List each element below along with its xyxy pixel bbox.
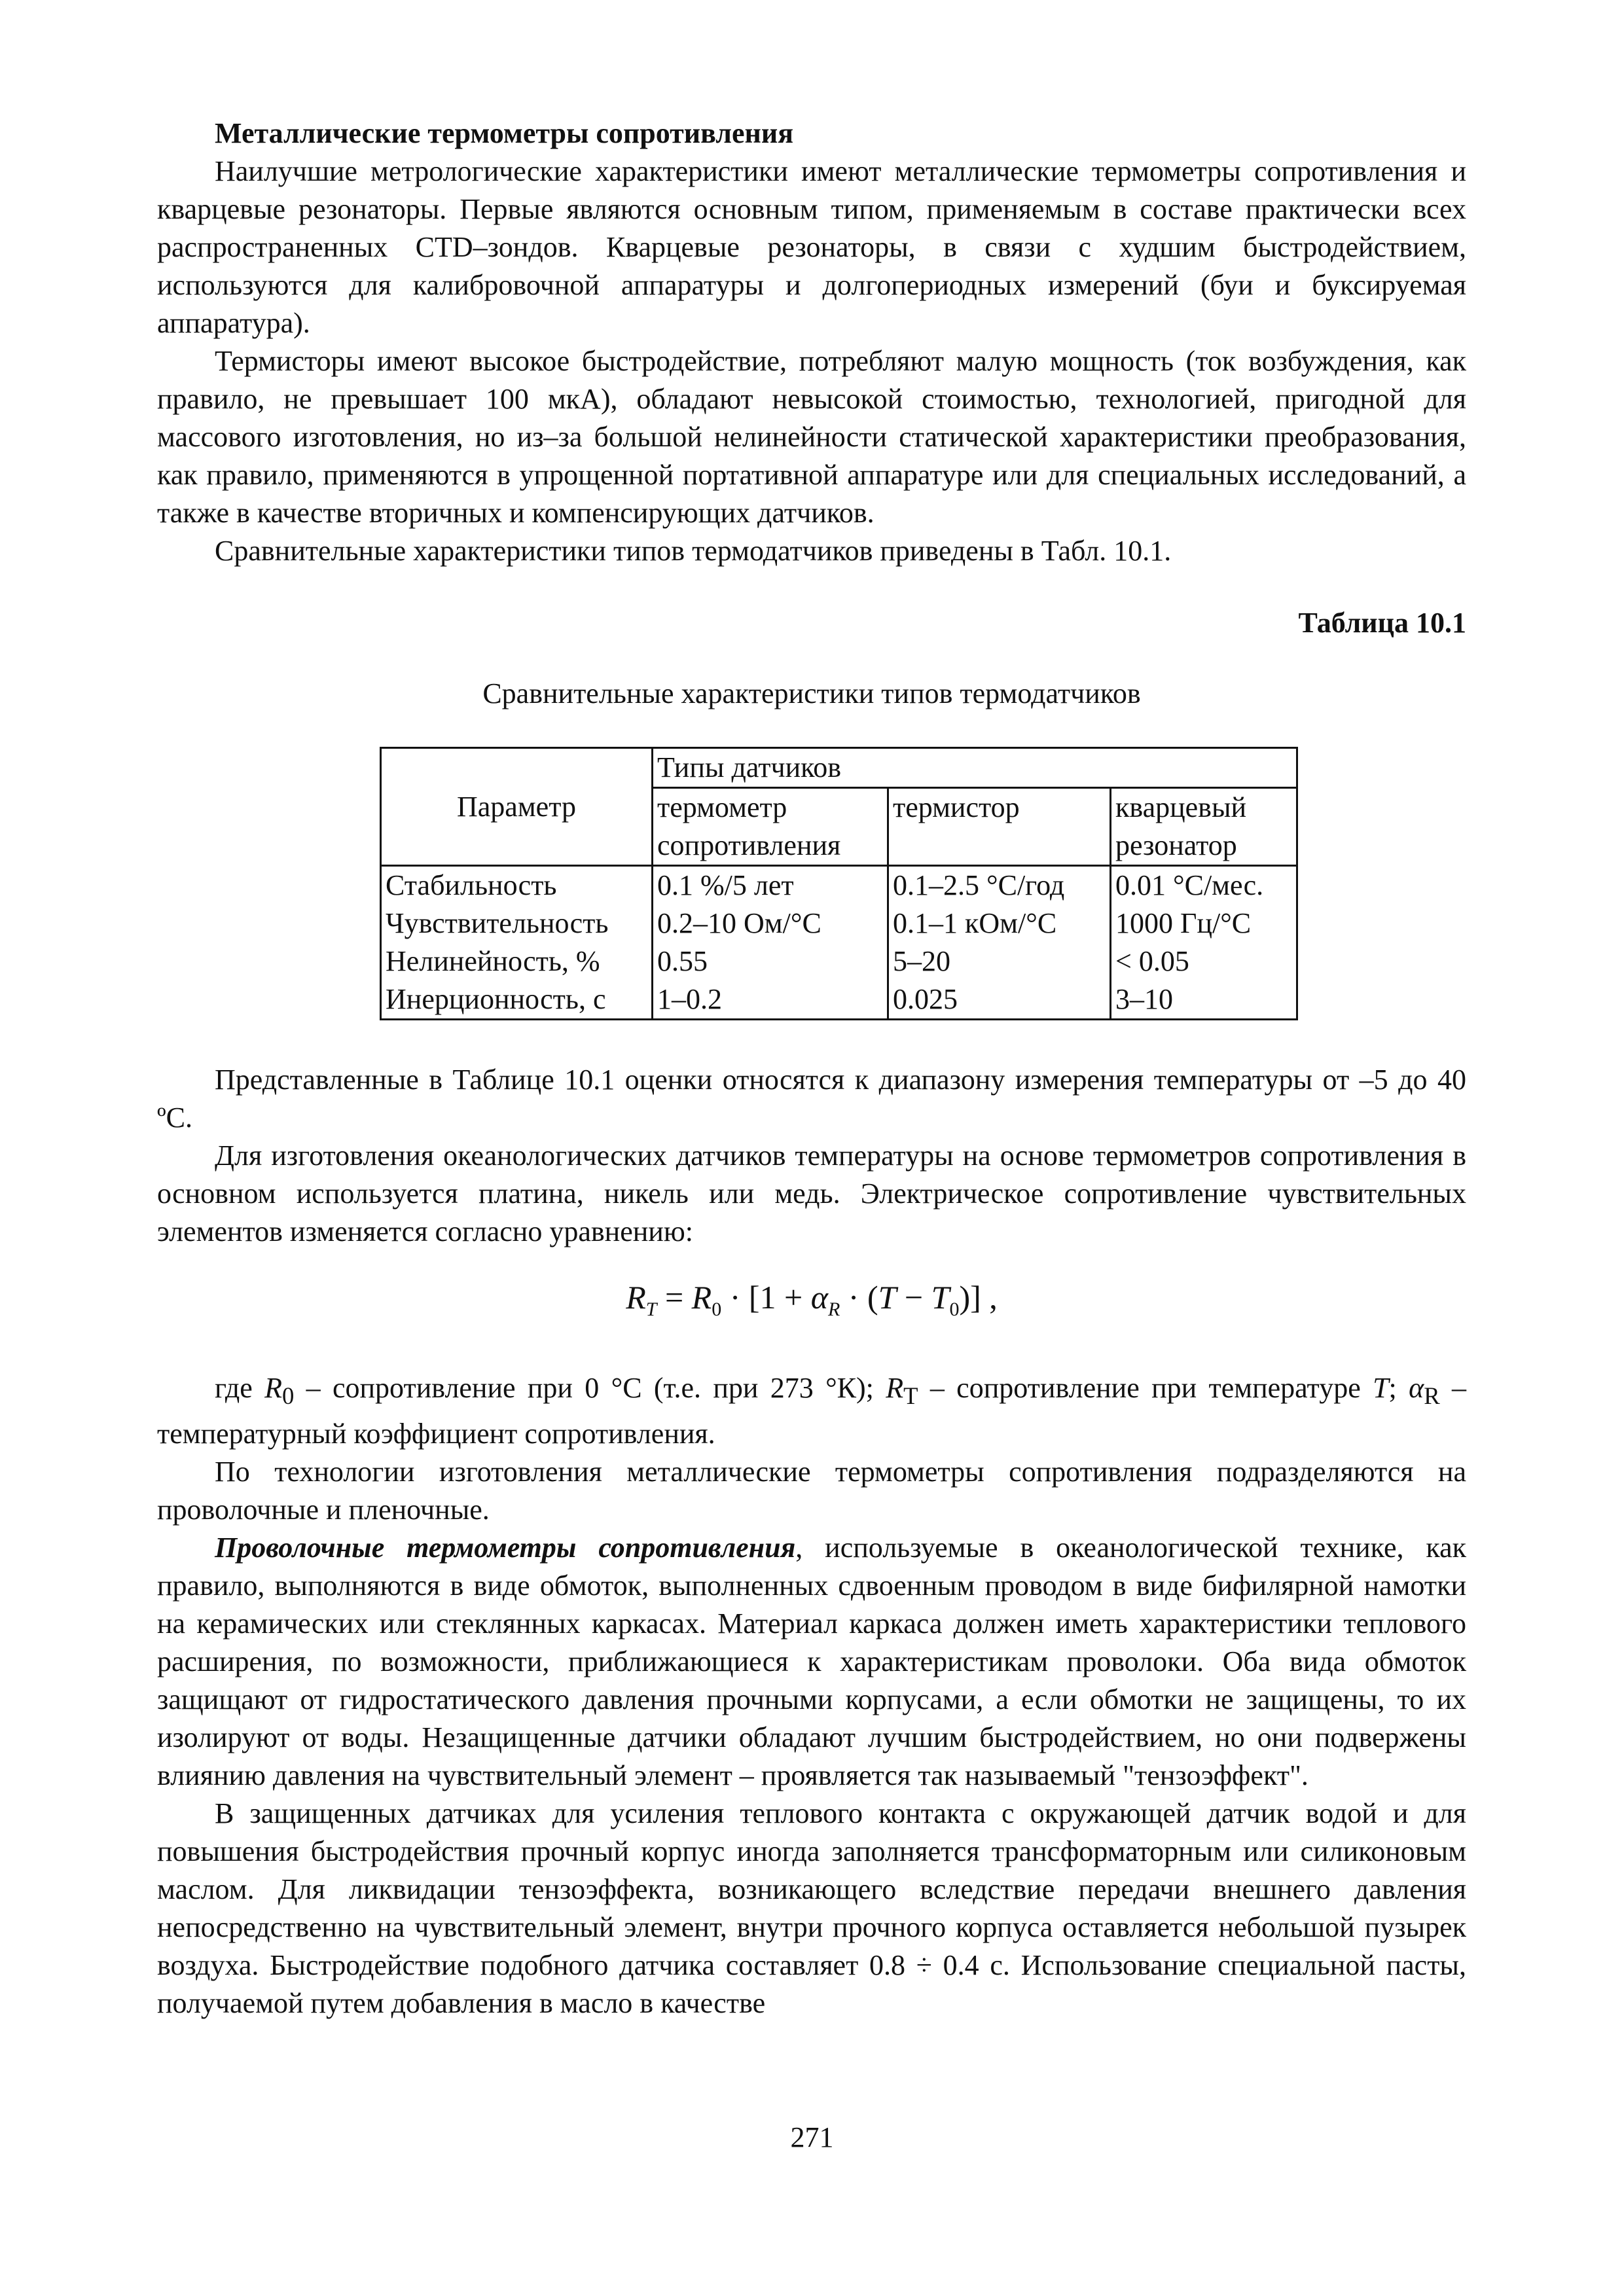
page-number: 271	[790, 2121, 834, 2153]
r0-definition: – сопротивление при 0 °С (т.е. при 273 °К);	[294, 1372, 886, 1404]
table-row	[381, 905, 1297, 942]
header-quartz-resonator: кварцевый	[1111, 788, 1297, 827]
paragraph-6	[157, 1369, 1466, 1453]
row-cell: 0.1–1 кОм/°С	[888, 905, 1111, 942]
formula-alpha: α	[810, 1279, 828, 1316]
header-thermistor-empty	[888, 827, 1111, 866]
row-cell: 0.2–10 Ом/°С	[657, 907, 821, 939]
row-cell: 1–0.2	[653, 980, 888, 1020]
header-parameter: Параметр	[381, 748, 653, 866]
table-header-row-1	[381, 748, 1297, 788]
paragraph-3: Сравнительные характеристики типов термодатчиков приведены в Табл. 10.1.	[215, 535, 1172, 567]
var-r0: R	[264, 1372, 282, 1404]
var-r0-sub: 0	[282, 1382, 295, 1409]
formula-rt: R	[626, 1279, 646, 1316]
var-alpha: α	[1409, 1372, 1424, 1404]
paragraph-9: В защищенных датчиках для усиления теплового контакта с окружающей датчик водой и для повышения быстродействия прочный корпус иногда заполняется трансформаторным или силиконовым маслом. Для ликвидации тензоэффекта, возникающего вследствие передачи внешнего давления непосредственно на чувствительный элемент, внутри прочного корпуса оставляется небольшой пузырек воздуха. Быстродействие подобного датчика составляет 0.8 ÷ 0.4 с. Использование специальной пасты, получаемой путем добавления в масло в качестве	[157, 1797, 1466, 2019]
formula-t0: T	[931, 1279, 950, 1316]
comparison-table	[380, 747, 1298, 1020]
var-t: T	[1373, 1372, 1389, 1404]
alpha-definition: – температурный коэффициент сопротивления.	[157, 1372, 1466, 1450]
row-cell: 0.01 °С/мес.	[1111, 866, 1297, 905]
paragraph-7: По технологии изготовления металлические термометры сопротивления подразделяются на проволочные и пленочные.	[157, 1455, 1466, 1526]
row-param: Инерционность, с	[381, 980, 653, 1020]
paragraph-4: Представленные в Таблице 10.1 оценки относятся к диапазону измерения температуры от –5 до 40 ºС.	[157, 1064, 1466, 1134]
row-param: Нелинейность, %	[381, 942, 653, 980]
row-cell: < 0.05	[1111, 942, 1297, 980]
resistance-equation	[157, 1274, 1466, 1333]
formula-rt-sub: T	[645, 1299, 657, 1320]
where-text: где	[215, 1372, 265, 1404]
table-row	[381, 942, 1297, 980]
row-cell: 0.1–2.5 °С/год	[888, 866, 1111, 905]
row-cell: 0.1 %/5 лет	[653, 866, 888, 905]
row-param: Чувствительность	[381, 905, 653, 942]
separator: ;	[1388, 1372, 1409, 1404]
section-heading: Металлические термометры сопротивления	[215, 117, 793, 149]
header-resistance-thermometer-line2: сопротивления	[653, 827, 888, 866]
paragraph-8-text: , используемые в океанологической технике, как правило, выполняются в виде обмоток, выполненных сдвоенным проводом в виде бифилярной намотки на керамических или стеклянных каркасах. Материал каркаса должен иметь характеристики теплового расширения, по возможности, приближающиеся к характеристикам проволоки. Оба вида обмоток защищают от гидростатического давления прочными корпусами, а если обмотки не защищены, то их изолируют от воды. Незащищенные датчики обладают лучшим быстродействием, но они подвержены влиянию давления на чувствительный элемент – проявляется так называемый "тензоэффект".	[157, 1531, 1467, 1791]
page-body	[157, 115, 1466, 2022]
formula-alpha-sub: R	[827, 1299, 840, 1320]
header-resistance-thermometer: термометр	[653, 788, 888, 827]
formula-t0-sub: 0	[949, 1299, 960, 1320]
paragraph-8	[157, 1529, 1466, 1795]
header-sensor-types: Типы датчиков	[653, 748, 1297, 788]
header-thermistor: термистор	[888, 788, 1111, 827]
formula-close: )] ,	[959, 1279, 998, 1316]
wire-thermometers-term: Проволочные термометры сопротивления	[215, 1531, 796, 1564]
row-param: Стабильность	[381, 866, 653, 905]
table-row	[381, 980, 1297, 1020]
formula-r0-sub: 0	[712, 1299, 722, 1320]
var-alpha-sub: R	[1424, 1382, 1440, 1409]
formula-paren-open: · (	[840, 1279, 878, 1316]
formula-eq: =	[657, 1279, 692, 1316]
formula-r0: R	[691, 1279, 712, 1316]
table-number: Таблица 10.1	[1298, 607, 1466, 639]
paragraph-2: Термисторы имеют высокое быстродействие, потребляют малую мощность (ток возбуждения, как правило, не превышает 100 мкА), обладают невысокой стоимостью, технологией, пригодной для массового изготовления, но из–за большой нелинейности статической характеристики преобразования, как правило, применяются в упрощенной портативной аппаратуре или для специальных исследований, а также в качестве вторичных и компенсирующих датчиков.	[157, 345, 1466, 529]
paragraph-1: Наилучшие метрологические характеристики имеют металлические термометры сопротивления и кварцевые резонаторы. Первые являются основным типом, применяемым в составе практически всех распространенных CTD–зондов. Кварцевые резонаторы, в связи с худшим быстродействием, используются для калибровочной аппаратуры и долгопериодных измерений (буи и буксируемая аппаратура).	[157, 155, 1466, 339]
var-rt: R	[886, 1372, 904, 1404]
var-rt-sub: T	[903, 1382, 918, 1409]
table-caption: Сравнительные характеристики типов термодатчиков	[482, 677, 1141, 709]
row-cell: 3–10	[1111, 980, 1297, 1020]
table-row	[381, 866, 1297, 905]
paragraph-5: Для изготовления океанологических датчиков температуры на основе термометров сопротивления в основном используется платина, никель или медь. Электрическое сопротивление чувствительных элементов изменяется согласно уравнению:	[157, 1139, 1466, 1247]
row-cell: 1000 Гц/°С	[1111, 905, 1297, 942]
rt-definition: – сопротивление при температуре	[918, 1372, 1373, 1404]
formula-minus: −	[896, 1279, 931, 1316]
formula-t: T	[878, 1279, 897, 1316]
header-quartz-resonator-line2: резонатор	[1111, 827, 1297, 866]
row-cell: 0.55	[657, 945, 708, 977]
row-cell: 0.025	[888, 980, 1111, 1020]
row-cell: 5–20	[888, 942, 1111, 980]
formula-bracket-open: · [1 +	[721, 1279, 811, 1316]
